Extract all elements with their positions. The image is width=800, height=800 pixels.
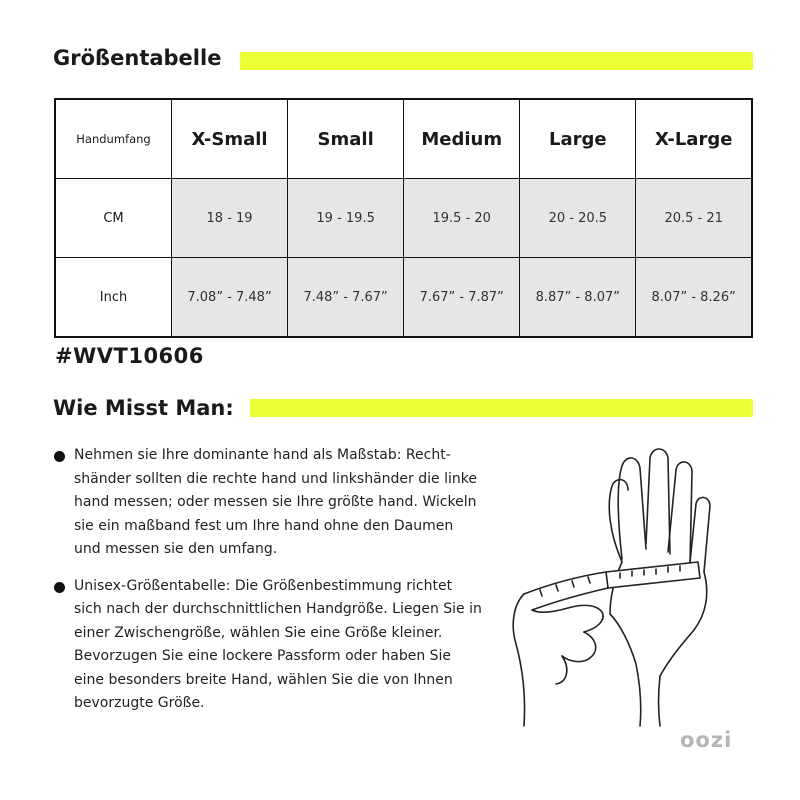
- size-table: [54, 98, 753, 338]
- list-item: [54, 575, 484, 716]
- table-cell: 7.48” - 7.67”: [288, 258, 404, 338]
- bullet-dot-icon: [54, 451, 65, 462]
- size-header-l: Large: [520, 99, 636, 179]
- row-label-cm: CM: [55, 179, 172, 258]
- table-cell: 18 - 19: [172, 179, 288, 258]
- table-cell: 20 - 20.5: [520, 179, 636, 258]
- table-cell: 7.08” - 7.48”: [172, 258, 288, 338]
- size-header-xl: X-Large: [636, 99, 752, 179]
- title-accent-bar: [240, 52, 753, 70]
- product-sku: #WVT10606: [55, 344, 204, 368]
- table-cell: 8.07” - 8.26”: [636, 258, 752, 338]
- hand-measuring-tape-icon: [510, 444, 760, 734]
- measure-accent-bar: [250, 399, 753, 417]
- table-cell: 7.67” - 7.87”: [404, 258, 520, 338]
- size-header-m: Medium: [404, 99, 520, 179]
- size-header-xs: X-Small: [172, 99, 288, 179]
- size-chart-title: Größentabelle: [53, 46, 222, 70]
- table-row-cm: [55, 179, 752, 258]
- table-cell: 19 - 19.5: [288, 179, 404, 258]
- size-header-s: Small: [288, 99, 404, 179]
- size-chart-heading: [53, 46, 221, 70]
- table-cell: 19.5 - 20: [404, 179, 520, 258]
- bullet-text: Unisex-Größentabelle: Die Größenbestimmung richtet sich nach der durchschnittlichen Handgröße. Liegen Sie in einer Zwischengröße, wählen Sie eine Größe kleiner. Bevorzugen Sie eine lockere Passform oder haben Sie eine besonders breite Hand, wählen Sie die von Ihnen bevorzugte Größe.: [74, 577, 482, 711]
- brand-logo: oozi: [680, 728, 733, 752]
- measure-title: Wie Misst Man:: [53, 396, 234, 420]
- instructions-list: [54, 444, 484, 729]
- table-row-inch: [55, 258, 752, 338]
- bullet-text: Nehmen sie Ihre dominante hand als Maßstab: Recht-shänder sollten die rechte hand und linkshänder die linke hand messen; oder messen sie Ihre größte hand. Wickeln sie ein maßband fest um Ihre hand ohne den Daumen und messen sie den umfang.: [74, 447, 477, 557]
- bullet-dot-icon: [54, 582, 65, 593]
- table-cell: 20.5 - 21: [636, 179, 752, 258]
- list-item: [54, 444, 484, 562]
- table-cell: 8.87” - 8.07”: [520, 258, 636, 338]
- header-label: Handumfang: [55, 99, 172, 179]
- row-label-inch: Inch: [55, 258, 172, 338]
- table-header-row: [55, 99, 752, 179]
- measure-heading: [53, 396, 234, 420]
